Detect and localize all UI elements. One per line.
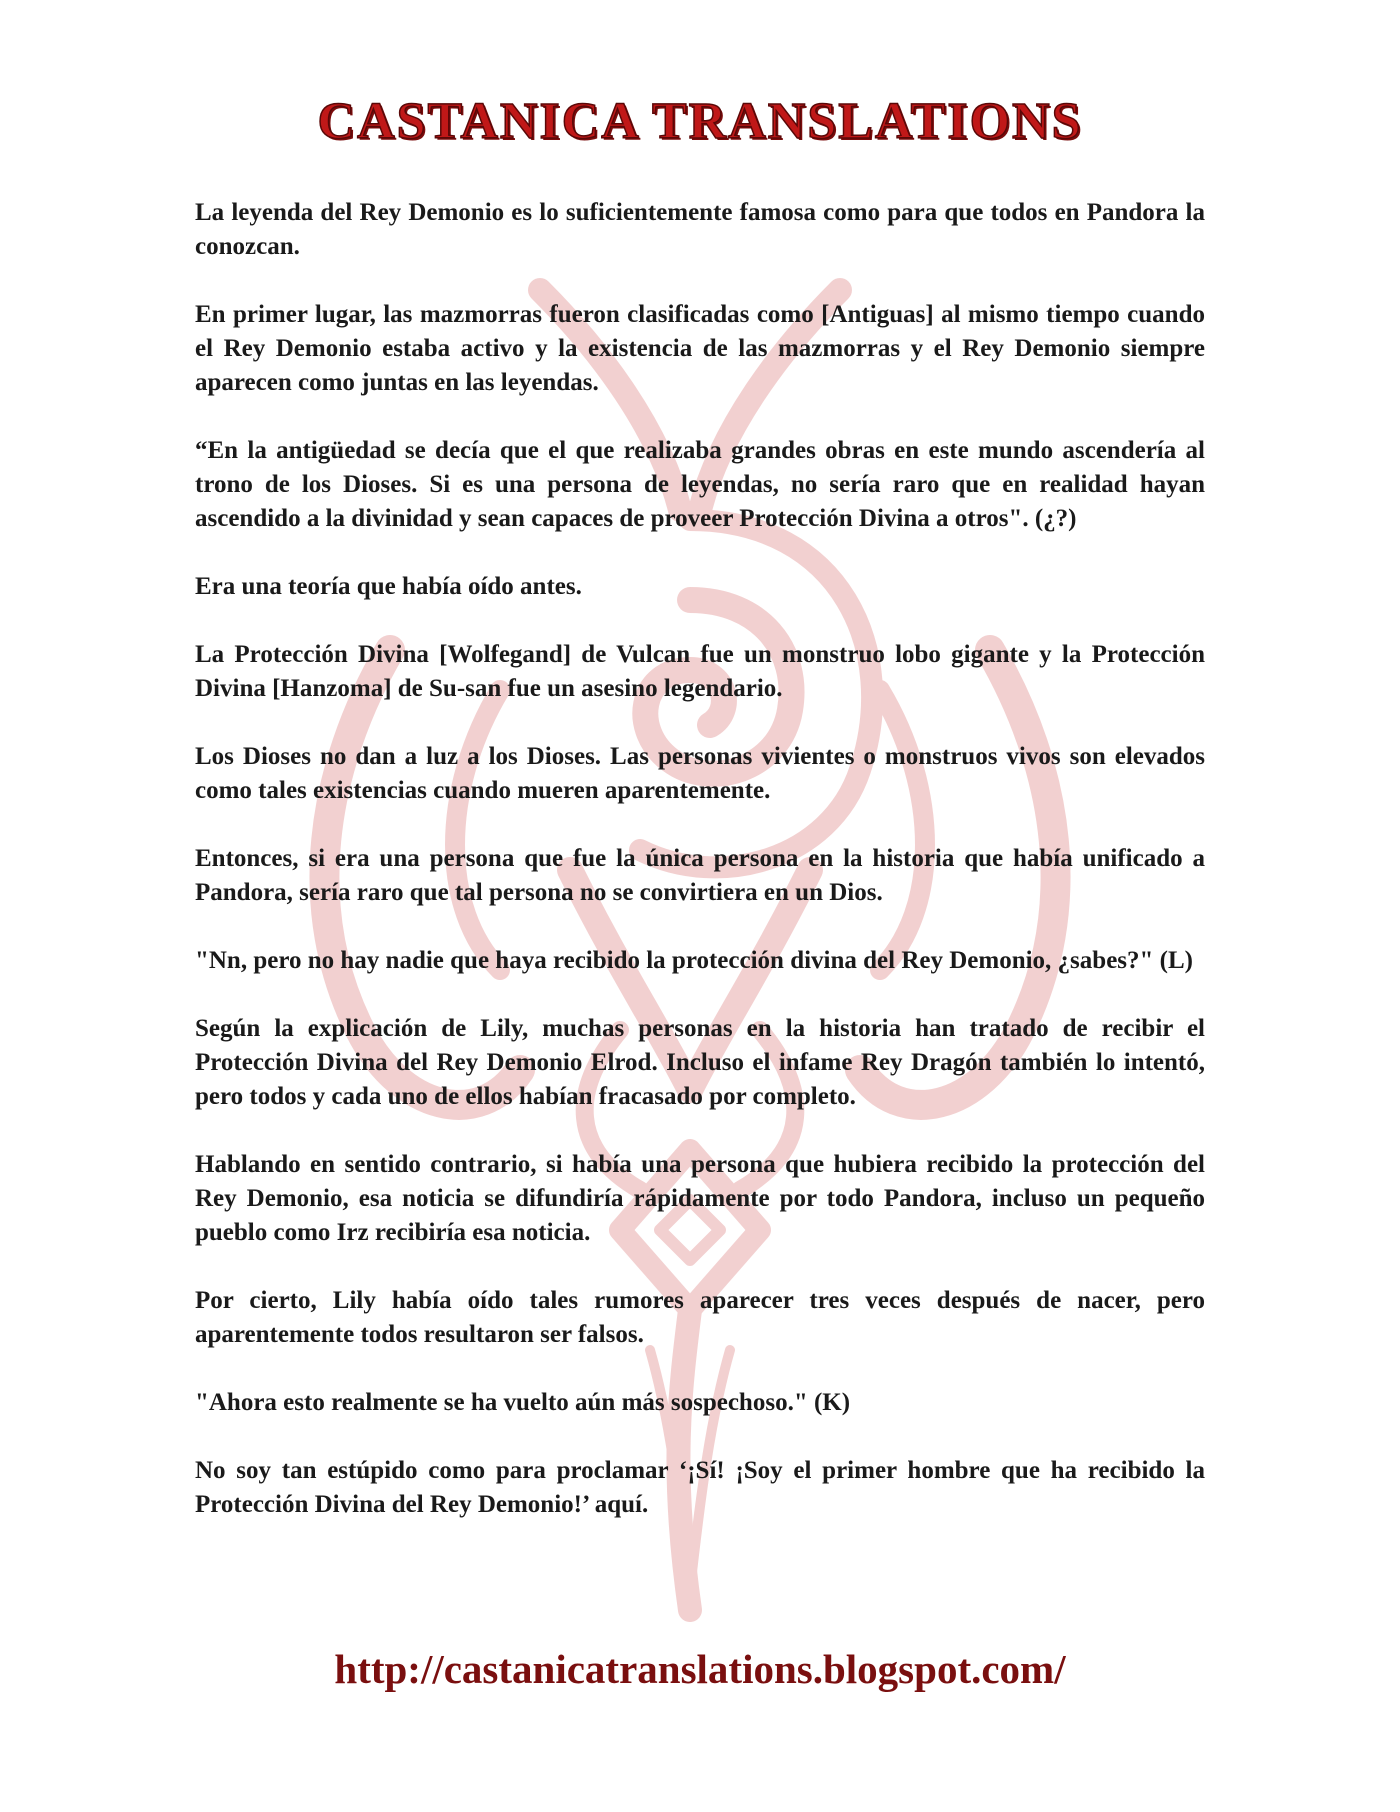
footer [0, 1645, 1400, 1693]
paragraph: Era una teoría que había oído antes. [195, 573, 582, 600]
blog-url-link[interactable]: http://castanicatranslations.blogspot.com/ [334, 1646, 1066, 1692]
paragraph: Los Dioses no dan a luz a los Dioses. Las personas vivientes o monstruos vivos son elevados como tales existencias cuando mueren aparentemente. [195, 743, 1205, 804]
paragraph: No soy tan estúpido como para proclamar ‘¡Sí! ¡Soy el primer hombre que ha recibido la Protección Divina del Rey Demonio!’ aquí. [195, 1457, 1205, 1518]
paragraph: “En la antigüedad se decía que el que realizaba grandes obras en este mundo ascendería al trono de los Dioses. Si es una persona de leyendas, no sería raro que en realidad hayan ascendido a la divinidad y sean capaces de proveer Protección Divina a otros". (¿?) [195, 437, 1205, 532]
paragraph: Entonces, si era una persona que fue la única persona en la historia que había unificado a Pandora, sería raro que tal persona no se convirtiera en un Dios. [195, 845, 1205, 906]
paragraph: Según la explicación de Lily, muchas personas en la historia han tratado de recibir el Protección Divina del Rey Demonio Elrod. Incluso el infame Rey Dragón también lo intentó, pero todos y cada uno de ellos habían fracasado por completo. [195, 1015, 1205, 1110]
paragraph: La Protección Divina [Wolfegand] de Vulcan fue un monstruo lobo gigante y la Protección Divina [Hanzoma] de Su-san fue un asesino legendario. [195, 641, 1205, 702]
header [0, 92, 1400, 151]
paragraph: En primer lugar, las mazmorras fueron clasificadas como [Antiguas] al mismo tiempo cuando el Rey Demonio estaba activo y la existencia de las mazmorras y el Rey Demonio siempre aparecen como juntas en las leyendas. [195, 301, 1205, 396]
paragraph: Por cierto, Lily había oído tales rumores aparecer tres veces después de nacer, pero aparentemente todos resultaron ser falsos. [195, 1287, 1205, 1348]
paragraph: "Ahora esto realmente se ha vuelto aún más sospechoso." (K) [195, 1389, 851, 1416]
document-body [195, 196, 1205, 1556]
paragraph: "Nn, pero no hay nadie que haya recibido la protección divina del Rey Demonio, ¿sabes?" (L) [195, 947, 1193, 974]
paragraph: Hablando en sentido contrario, si había una persona que hubiera recibido la protección del Rey Demonio, esa noticia se difundiría rápidamente por todo Pandora, incluso un pequeño pueblo como Irz recibiría esa noticia. [195, 1151, 1205, 1246]
paragraph: La leyenda del Rey Demonio es lo suficientemente famosa como para que todos en Pandora la conozcan. [195, 199, 1205, 260]
site-title: CASTANICA TRANSLATIONS [317, 93, 1083, 150]
